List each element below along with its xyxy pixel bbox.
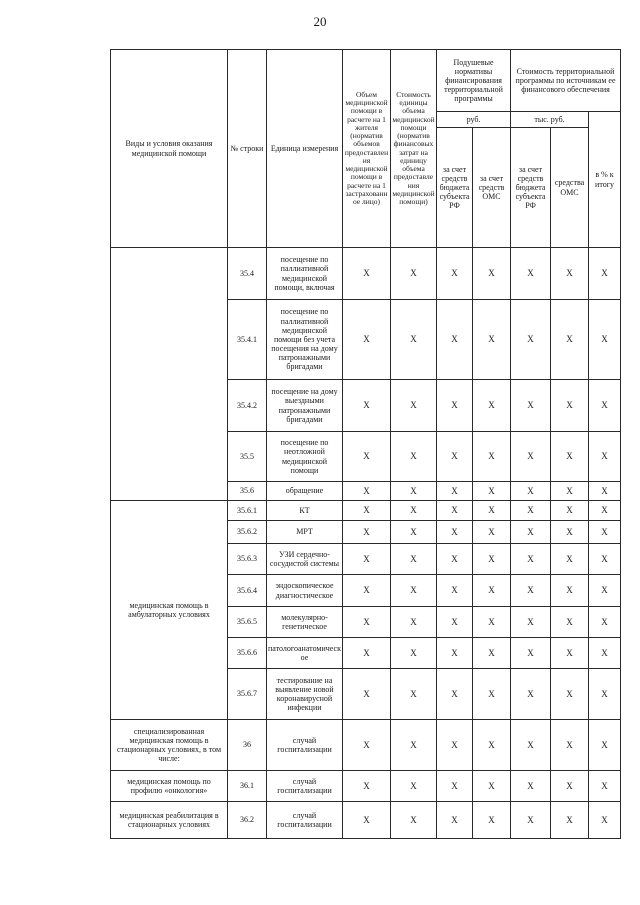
value-cell: Х (473, 300, 511, 380)
value-cell: Х (437, 607, 473, 638)
value-cell: Х (511, 248, 551, 300)
value-cell: Х (511, 607, 551, 638)
header-kind: Виды и условия оказания медицинской помощи (111, 50, 228, 248)
value-cell: Х (511, 720, 551, 771)
header-cost: Стоимость единицы объема медицинской помощи (норматив финансовых затрат на единицу объема предоставления медицинской помощи) (391, 50, 437, 248)
value-cell: Х (551, 669, 589, 720)
header-rub: руб. (437, 112, 511, 128)
value-cell: Х (391, 720, 437, 771)
header-territorial: Стоимость территориальной программы по источникам ее финансового обеспечения (511, 50, 621, 112)
value-cell: Х (343, 544, 391, 575)
value-cell: Х (511, 482, 551, 501)
row-number: 36.2 (228, 802, 267, 839)
value-cell: Х (589, 300, 621, 380)
row-number: 36.1 (228, 771, 267, 802)
row-number: 35.6.5 (228, 607, 267, 638)
value-cell: Х (343, 669, 391, 720)
value-cell: Х (437, 300, 473, 380)
value-cell: Х (437, 544, 473, 575)
value-cell: Х (511, 771, 551, 802)
value-cell: Х (473, 575, 511, 607)
row-number: 36 (228, 720, 267, 771)
value-cell: Х (589, 501, 621, 521)
value-cell: Х (551, 380, 589, 432)
row-number: 35.4.2 (228, 380, 267, 432)
value-cell: Х (391, 501, 437, 521)
row-number: 35.6.3 (228, 544, 267, 575)
value-cell: Х (551, 432, 589, 482)
value-cell: Х (343, 771, 391, 802)
value-cell: Х (437, 482, 473, 501)
row-unit: посещение на дому выездными патронажными бригадами (267, 380, 343, 432)
value-cell: Х (551, 720, 589, 771)
header-per-capita: Подушевые нормативы финансирования территориальной программы (437, 50, 511, 112)
header-oms-b: средства ОМС (551, 128, 589, 248)
value-cell: Х (511, 521, 551, 544)
value-cell: Х (589, 482, 621, 501)
value-cell: Х (473, 544, 511, 575)
value-cell: Х (473, 771, 511, 802)
row-unit: обращение (267, 482, 343, 501)
table-row (111, 501, 621, 521)
row-number: 35.6.7 (228, 669, 267, 720)
value-cell: Х (589, 432, 621, 482)
table-row (111, 720, 621, 771)
value-cell: Х (511, 380, 551, 432)
value-cell: Х (391, 432, 437, 482)
value-cell: Х (437, 501, 473, 521)
value-cell: Х (437, 802, 473, 839)
row-unit: молекулярно-генетическое (267, 607, 343, 638)
row-unit: тестирование на выявление новой коронавирусной инфекции (267, 669, 343, 720)
row-unit: посещение по паллиативной медицинской помощи без учета посещения на дому патронажными бригадами (267, 300, 343, 380)
value-cell: Х (511, 544, 551, 575)
row-unit: эндоскопическое диагностическое (267, 575, 343, 607)
header-unit: Единица измерения (267, 50, 343, 248)
value-cell: Х (437, 248, 473, 300)
header-budget-a: за счет средств бюджета субъекта РФ (437, 128, 473, 248)
value-cell: Х (589, 720, 621, 771)
value-cell: Х (511, 300, 551, 380)
value-cell: Х (437, 521, 473, 544)
value-cell: Х (511, 432, 551, 482)
value-cell: Х (551, 771, 589, 802)
value-cell: Х (511, 575, 551, 607)
kind-oncology: медицинская помощь по профилю «онкология» (111, 771, 228, 802)
value-cell: Х (437, 771, 473, 802)
value-cell: Х (589, 544, 621, 575)
value-cell: Х (391, 544, 437, 575)
value-cell: Х (473, 380, 511, 432)
value-cell: Х (551, 482, 589, 501)
value-cell: Х (391, 771, 437, 802)
kind-empty-cell (111, 248, 228, 501)
value-cell: Х (473, 248, 511, 300)
value-cell: Х (343, 607, 391, 638)
header-volume: Объем медицинской помощи в расчете на 1 жителя (норматив объемов предоставления медицинской помощи в расчете на 1 застрахованное лицо) (343, 50, 391, 248)
row-number: 35.6.4 (228, 575, 267, 607)
value-cell: Х (343, 638, 391, 669)
table-row (111, 771, 621, 802)
value-cell: Х (391, 248, 437, 300)
row-number: 35.4.1 (228, 300, 267, 380)
value-cell: Х (437, 380, 473, 432)
row-number: 35.6 (228, 482, 267, 501)
value-cell: Х (589, 575, 621, 607)
value-cell: Х (437, 638, 473, 669)
value-cell: Х (437, 720, 473, 771)
page-number: 20 (313, 14, 327, 29)
value-cell: Х (589, 607, 621, 638)
value-cell: Х (437, 669, 473, 720)
value-cell: Х (551, 248, 589, 300)
kind-rehab: медицинская реабилитация в стационарных условиях (111, 802, 228, 839)
row-number: 35.4 (228, 248, 267, 300)
value-cell: Х (343, 575, 391, 607)
value-cell: Х (589, 669, 621, 720)
value-cell: Х (551, 575, 589, 607)
value-cell: Х (343, 501, 391, 521)
row-number: 35.6.2 (228, 521, 267, 544)
value-cell: Х (511, 802, 551, 839)
value-cell: Х (343, 521, 391, 544)
table-row (111, 248, 621, 300)
value-cell: Х (589, 521, 621, 544)
value-cell: Х (551, 544, 589, 575)
header-budget-b: за счет средств бюджета субъекта РФ (511, 128, 551, 248)
value-cell: Х (551, 638, 589, 669)
row-number: 35.6.1 (228, 501, 267, 521)
value-cell: Х (343, 248, 391, 300)
value-cell: Х (511, 501, 551, 521)
value-cell: Х (437, 432, 473, 482)
financing-table (110, 49, 621, 839)
value-cell: Х (343, 802, 391, 839)
kind-ambulatory: медицинская помощь в амбулаторных условиях (111, 501, 228, 720)
value-cell: Х (511, 669, 551, 720)
row-unit: посещение по паллиативной медицинской помощи, включая (267, 248, 343, 300)
value-cell: Х (473, 802, 511, 839)
row-unit: случай госпитализации (267, 802, 343, 839)
value-cell: Х (551, 607, 589, 638)
header-row-number: № строки (228, 50, 267, 248)
row-unit: патологоанатомическое (267, 638, 343, 669)
value-cell: Х (473, 638, 511, 669)
value-cell: Х (473, 482, 511, 501)
value-cell: Х (391, 802, 437, 839)
value-cell: Х (343, 720, 391, 771)
value-cell: Х (473, 521, 511, 544)
value-cell: Х (551, 521, 589, 544)
header-thous-rub: тыс. руб. (511, 112, 589, 128)
row-unit: МРТ (267, 521, 343, 544)
value-cell: Х (391, 669, 437, 720)
value-cell: Х (343, 300, 391, 380)
value-cell: Х (437, 575, 473, 607)
value-cell: Х (589, 771, 621, 802)
value-cell: Х (589, 380, 621, 432)
value-cell: Х (391, 575, 437, 607)
value-cell: Х (511, 638, 551, 669)
value-cell: Х (589, 638, 621, 669)
value-cell: Х (473, 501, 511, 521)
row-number: 35.5 (228, 432, 267, 482)
value-cell: Х (473, 669, 511, 720)
value-cell: Х (551, 501, 589, 521)
header-oms-a: за счет средств ОМС (473, 128, 511, 248)
value-cell: Х (391, 300, 437, 380)
row-unit: УЗИ сердечно-сосудистой системы (267, 544, 343, 575)
value-cell: Х (551, 802, 589, 839)
table-row (111, 802, 621, 839)
header-percent: в % к итогу (589, 112, 621, 248)
kind-specialized: специализированная медицинская помощь в стационарных условиях, в том числе: (111, 720, 228, 771)
value-cell: Х (343, 482, 391, 501)
value-cell: Х (391, 521, 437, 544)
value-cell: Х (473, 607, 511, 638)
value-cell: Х (473, 720, 511, 771)
row-unit: случай госпитализации (267, 720, 343, 771)
value-cell: Х (343, 380, 391, 432)
row-number: 35.6.6 (228, 638, 267, 669)
value-cell: Х (391, 638, 437, 669)
row-unit: случай госпитализации (267, 771, 343, 802)
value-cell: Х (473, 432, 511, 482)
value-cell: Х (551, 300, 589, 380)
value-cell: Х (589, 802, 621, 839)
value-cell: Х (391, 380, 437, 432)
row-unit: посещение по неотложной медицинской помощи (267, 432, 343, 482)
value-cell: Х (391, 482, 437, 501)
value-cell: Х (391, 607, 437, 638)
value-cell: Х (589, 248, 621, 300)
row-unit: КТ (267, 501, 343, 521)
value-cell: Х (343, 432, 391, 482)
